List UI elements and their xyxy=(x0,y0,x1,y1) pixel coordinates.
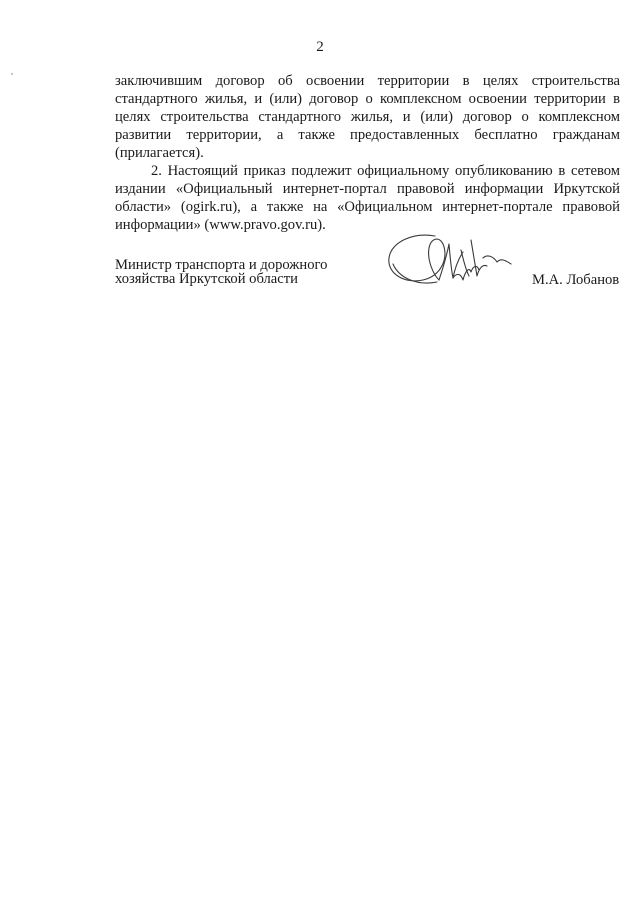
scan-speck xyxy=(11,73,13,75)
paragraph-item-2: 2. Настоящий приказ подлежит официальному опубликованию в сетевом издании «Официальный интернет-портал правовой информации Иркутской области» (ogirk.ru), а также на «Официальном интернет-портале правовой информации» (www.pravo.gov.ru). xyxy=(115,163,620,233)
handwritten-signature xyxy=(383,228,523,298)
paragraph-continuation: заключившим договор об освоении территории в целях строительства стандартного жилья, и (или) договор о комплексном освоении территории в целях строительства стандартного жилья, и (или) договор о комплексном развитии территории, а также предоставленных бесплатно гражданам (прилагается). xyxy=(115,73,620,161)
document-body xyxy=(115,72,620,234)
signatory-position xyxy=(115,258,335,286)
page-number: 2 xyxy=(316,39,324,55)
signatory-position-line-1: Министр транспорта и дорожного xyxy=(115,257,328,273)
signatory-position-line-2: хозяйства Иркутской области xyxy=(115,271,298,287)
signer-name: М.А. Лобанов xyxy=(532,272,620,288)
